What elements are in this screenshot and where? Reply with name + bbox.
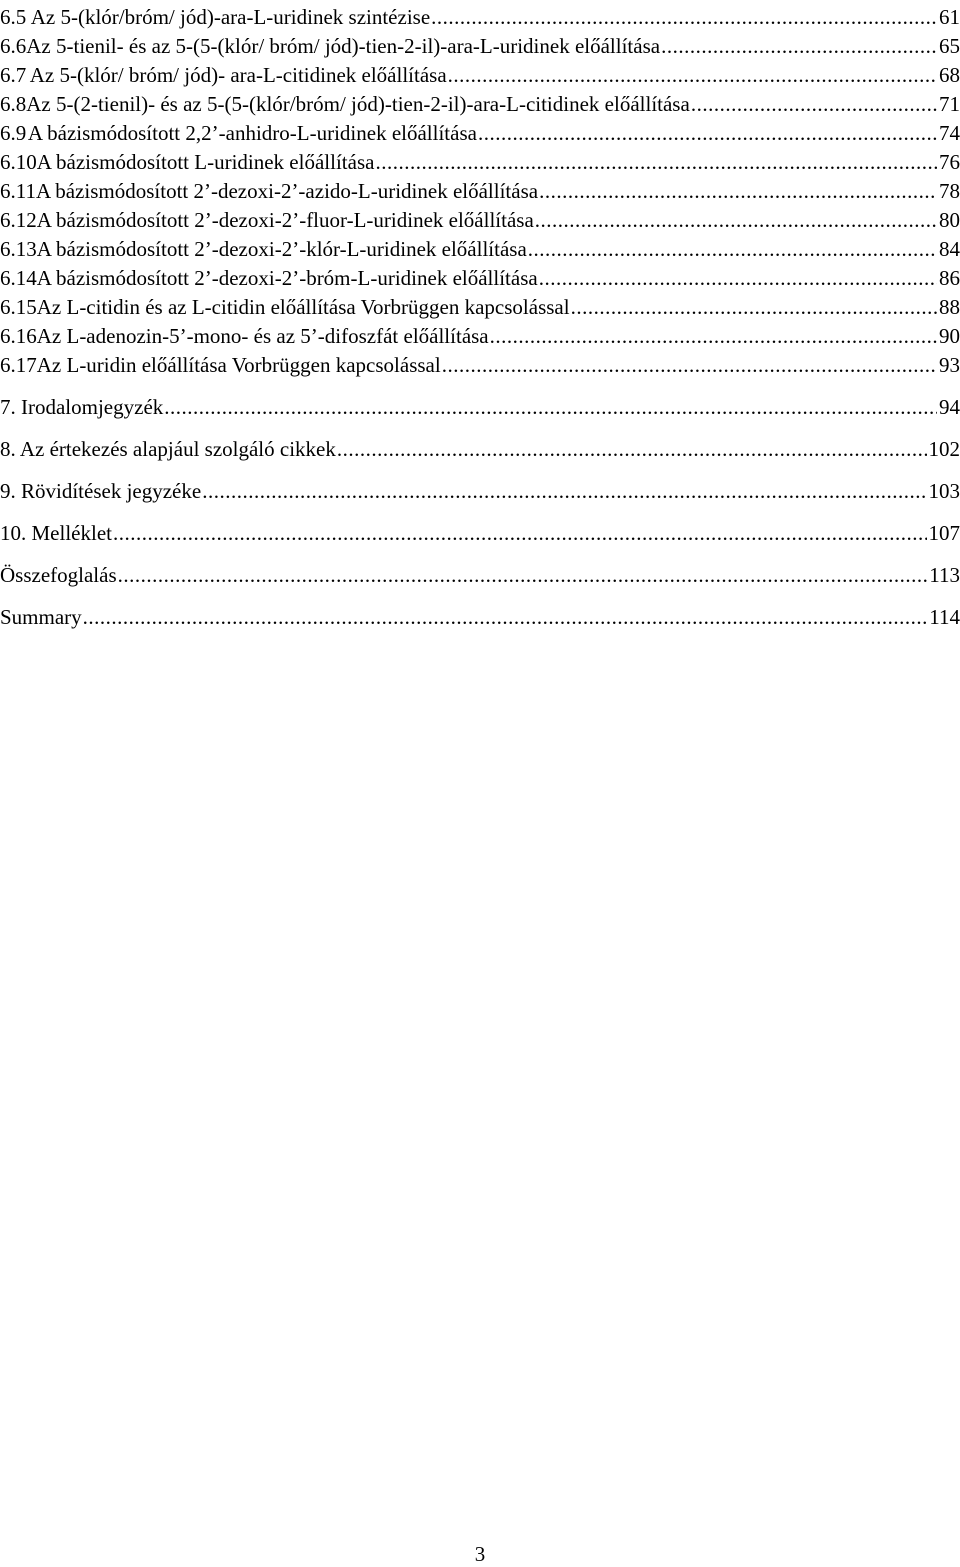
toc-entry-page: 102 xyxy=(929,436,960,462)
toc-entry[interactable] xyxy=(0,432,960,462)
toc-entry-title: A bázismódosított 2’-dezoxi-2’-klór-L-uridinek előállítása xyxy=(37,236,527,262)
dot-leader xyxy=(431,4,937,30)
toc-entry-page: 65 xyxy=(939,33,960,59)
toc-entry-page: 80 xyxy=(939,207,960,233)
toc-entry-page: 94 xyxy=(939,394,960,420)
toc-entry-title: 9. Rövidítések jegyzéke xyxy=(0,478,201,504)
dot-leader xyxy=(448,62,937,88)
dot-leader xyxy=(375,149,937,175)
toc-entry-title: A bázismódosított 2’-dezoxi-2’-fluor-L-uridinek előállítása xyxy=(37,207,534,233)
toc-entry-title: 10. Melléklet xyxy=(0,520,112,546)
toc-entry-page: 114 xyxy=(929,604,960,630)
toc-entry[interactable] xyxy=(0,145,960,175)
dot-leader xyxy=(118,562,928,588)
toc-entry-title: 8. Az értekezés alapjául szolgáló cikkek xyxy=(0,436,336,462)
toc-entry-page: 88 xyxy=(939,294,960,320)
toc-entry-title: Summary xyxy=(0,604,82,630)
toc-entry-title: A bázismódosított 2’-dezoxi-2’-azido-L-uridinek előállítása xyxy=(36,178,538,204)
toc-entry-title: Összefoglalás xyxy=(0,562,117,588)
toc-entry-page: 68 xyxy=(939,62,960,88)
toc-entry-page: 93 xyxy=(939,352,960,378)
toc-entry[interactable] xyxy=(0,87,960,117)
toc-entry-title: Az L-adenozin-5’-mono- és az 5’-difoszfát előállítása xyxy=(37,323,489,349)
toc-entry-page: 90 xyxy=(939,323,960,349)
dot-leader xyxy=(202,478,926,504)
toc-entry-page: 61 xyxy=(939,4,960,30)
toc-entry[interactable] xyxy=(0,203,960,233)
toc-entry-number: 6.5 xyxy=(0,4,31,30)
toc-entry[interactable] xyxy=(0,232,960,262)
toc-entry-number: 6.17 xyxy=(0,352,37,378)
toc-entry[interactable] xyxy=(0,516,960,546)
toc-entry-title: A bázismódosított L-uridinek előállítása xyxy=(37,149,375,175)
toc-entry-title: A bázismódosított 2’-dezoxi-2’-bróm-L-uridinek előállítása xyxy=(37,265,538,291)
toc-entry[interactable] xyxy=(0,558,960,588)
dot-leader xyxy=(691,91,937,117)
toc-entry-page: 71 xyxy=(939,91,960,117)
toc-entry[interactable] xyxy=(0,29,960,59)
dot-leader xyxy=(528,236,937,262)
toc-entry[interactable] xyxy=(0,116,960,146)
dot-leader xyxy=(337,436,927,462)
toc-entry[interactable] xyxy=(0,58,960,88)
toc-entry-number: 6.6 xyxy=(0,33,26,59)
dot-leader xyxy=(490,323,937,349)
toc-entry-title: Az 5-(klór/bróm/ jód)-ara-L-uridinek szintézise xyxy=(31,4,430,30)
dot-leader xyxy=(535,207,937,233)
dot-leader xyxy=(478,120,937,146)
toc-entry[interactable] xyxy=(0,390,960,420)
toc-entry-page: 76 xyxy=(939,149,960,175)
toc-entry-number: 6.11 xyxy=(0,178,36,204)
toc-entry-number: 6.10 xyxy=(0,149,37,175)
toc-entry-title: Az L-uridin előállítása Vorbrüggen kapcsolással xyxy=(37,352,441,378)
toc-entry-page: 74 xyxy=(939,120,960,146)
toc-entry-page: 113 xyxy=(929,562,960,588)
toc-entry[interactable] xyxy=(0,600,960,630)
toc-entry-number: 6.14 xyxy=(0,265,37,291)
toc-entry[interactable] xyxy=(0,348,960,378)
page-number: 3 xyxy=(0,1541,960,1567)
toc-entry[interactable] xyxy=(0,319,960,349)
toc-entry[interactable] xyxy=(0,474,960,504)
toc-entry-page: 103 xyxy=(929,478,960,504)
toc-entry-number: 6.9 xyxy=(0,120,28,146)
toc-entry-title: A bázismódosított 2,2’-anhidro-L-uridinek előállítása xyxy=(28,120,477,146)
toc-entry-number: 6.8 xyxy=(0,91,26,117)
toc-entry-title: Az L-citidin és az L-citidin előállítása Vorbrüggen kapcsolással xyxy=(37,294,570,320)
dot-leader xyxy=(83,604,928,630)
toc-entry-page: 78 xyxy=(939,178,960,204)
toc-entry-title: Az 5-(2-tienil)- és az 5-(5-(klór/bróm/ jód)-tien-2-il)-ara-L-citidinek előállítása xyxy=(26,91,690,117)
toc-entry[interactable] xyxy=(0,0,960,30)
dot-leader xyxy=(164,394,937,420)
dot-leader xyxy=(571,294,937,320)
dot-leader xyxy=(442,352,937,378)
dot-leader xyxy=(539,178,937,204)
toc-entry-number: 6.12 xyxy=(0,207,37,233)
dot-leader xyxy=(539,265,937,291)
toc-entry[interactable] xyxy=(0,290,960,320)
dot-leader xyxy=(113,520,927,546)
toc-entry-number: 6.13 xyxy=(0,236,37,262)
toc-entry-title: Az 5-tienil- és az 5-(5-(klór/ bróm/ jód)-tien-2-il)-ara-L-uridinek előállítása xyxy=(26,33,660,59)
toc-entry-title: 7. Irodalomjegyzék xyxy=(0,394,163,420)
toc-entry-number: 6.7 xyxy=(0,62,30,88)
toc-entry[interactable] xyxy=(0,174,960,204)
toc-entry-page: 84 xyxy=(939,236,960,262)
toc-entry-number: 6.16 xyxy=(0,323,37,349)
toc-entry-title: Az 5-(klór/ bróm/ jód)- ara-L-citidinek előállítása xyxy=(30,62,447,88)
toc-entry[interactable] xyxy=(0,261,960,291)
toc-entry-page: 86 xyxy=(939,265,960,291)
toc-entry-number: 6.15 xyxy=(0,294,37,320)
dot-leader xyxy=(661,33,937,59)
toc-entry-page: 107 xyxy=(929,520,960,546)
